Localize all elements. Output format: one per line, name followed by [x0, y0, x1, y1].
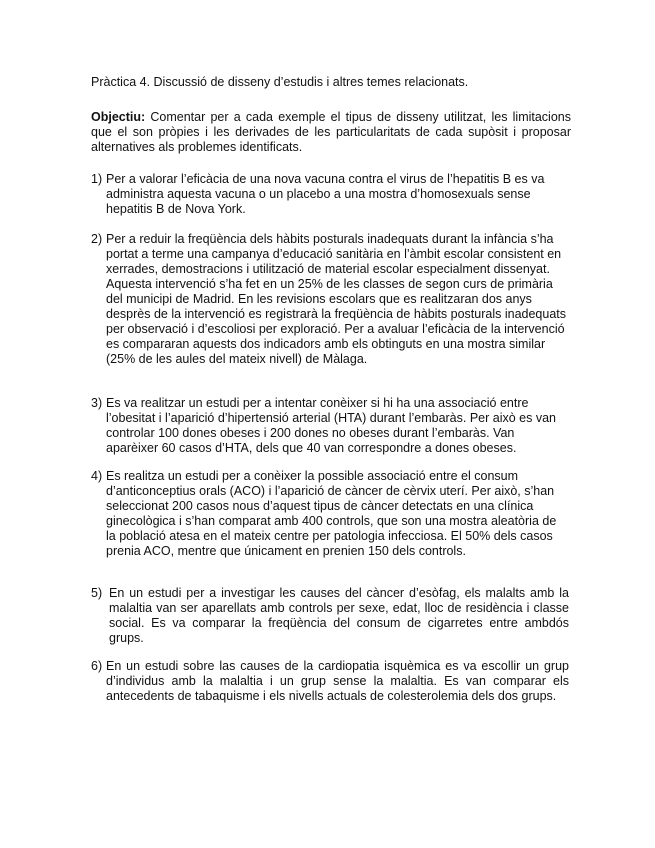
- exercise-item-1: [91, 172, 569, 217]
- exercise-item-2: [91, 232, 569, 367]
- objective-text: Comentar per a cada exemple el tipus de disseny utilitzat, les limitacions que el son pròpies i les derivades de les particularitats de cada supòsit i proposar alternatives als problemes identificats.: [91, 110, 571, 154]
- exercise-number: 6): [91, 659, 103, 673]
- exercise-number: 3): [91, 396, 103, 410]
- exercise-text: Per a reduir la freqüència dels hàbits posturals inadequats durant la infància s’ha portat a terme una campanya d’educació sanitària en l’àmbit escolar consistent en xerrades, demostracions i utilització de material escolar especialment dissenyat. Aquesta intervenció s’ha fet en un 25% de les classes de segon curs de primària del municipi de Madrid. En les revisions escolars que es realitzaran dos anys desprès de la intervenció es registrarà la freqüència de hàbits posturals inadequats per observació i d’escoliosi per exploració. Per a avaluar l’eficàcia de la intervenció es compararan aquests dos indicadors amb els obtinguts en una mostra similar (25% de les aules del mateix nivell) de Màlaga.: [106, 232, 566, 366]
- hypertension-term: hipertensió arterial: [227, 411, 331, 425]
- exercise-number: 4): [91, 469, 103, 483]
- exercise-text-part: Es va realitzar un estudi per a intentar conèixer si hi ha una associació entre l’obesitat i l’aparició d’: [106, 396, 529, 425]
- exercise-text-part: (HTA) durant l’embaràs. Per això es van controlar 100 dones obeses i 200 dones no obeses durant l’embaràs. Van aparèixer 60 casos d’HTA, dels que 40 van correspondre a dones obeses.: [106, 411, 556, 455]
- exercise-number: 2): [91, 232, 103, 246]
- exercise-text: [106, 396, 569, 456]
- objective-label: Objectiu:: [91, 110, 146, 124]
- exercise-item-5: [91, 586, 569, 646]
- exercise-text: En un estudi sobre las causes de la cardiopatia isquèmica es va escollir un grup d’individus amb la malaltia i un grup sense la malaltia. Es van comparar els antecedents de tabaquisme i els nivells actuals de colesterolemia dels dos grups.: [106, 659, 569, 703]
- exercise-text: En un estudi per a investigar les causes del càncer d’esòfag, els malalts amb la malaltia van ser aparellats amb controls per sexe, edat, lloc de residència i classe social. Es va comparar la freqüència del consum de cigarretes entre ambdós grups.: [109, 586, 569, 645]
- exercise-item-6: [91, 659, 569, 704]
- page-title: Pràctica 4. Discussió de disseny d’estudis i altres temes relacionats.: [91, 75, 469, 89]
- exercise-text: Es realitza un estudi per a conèixer la possible associació entre el consum d’anticonceptius orals (ACO) i l’aparició de càncer de cèrvix uterí. Per això, s’han seleccionat 200 casos nous d’aquest tipus de càncer detectats en una clínica ginecològica i s’han comparat amb 400 controls, que son una mostra aleatòria de la població atesa en el mateix centre per patologia infecciosa. El 50% dels casos prenia ACO, mentre que únicament en prenien 150 dels controls.: [106, 469, 557, 558]
- exercise-item-3: [91, 396, 569, 456]
- exercise-number: 1): [91, 172, 103, 186]
- exercise-number: 5): [91, 586, 103, 600]
- objective-paragraph: [91, 110, 571, 155]
- exercise-item-4: [91, 469, 569, 559]
- exercise-text: Per a valorar l’eficàcia de una nova vacuna contra el virus de l’hepatitis B es va administra aquesta vacuna o un placebo a una mostra d’homosexuals sense hepatitis B de Nova York.: [106, 172, 545, 216]
